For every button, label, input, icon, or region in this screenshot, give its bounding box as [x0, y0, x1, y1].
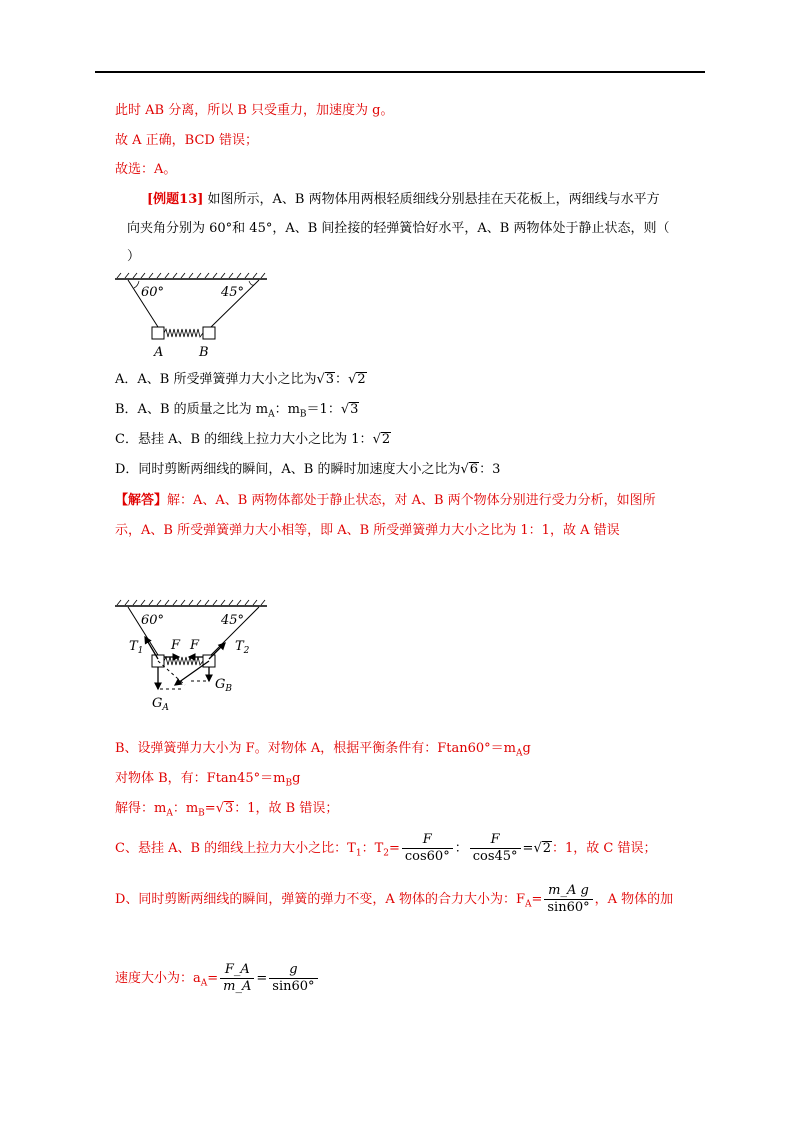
question-line-3: ） [127, 249, 141, 264]
fig2-f-right: F [190, 638, 200, 653]
t2-arrow [209, 643, 225, 659]
figure-spring-setup [115, 272, 275, 362]
question-text-1: 如图所示，A、B 两物体用两根轻质细线分别悬挂在天花板上，两细线与水平方 [203, 192, 660, 207]
solution-d-line: D、同时剪断两细线的瞬间，弹簧的弹力不变，A 物体的合力大小为：$F_A=$ $\frac{\text{m\_A g}}{\sin 60^\circ}$ ，A 物体的加 [115, 883, 674, 915]
fig2-ga: $G_A$ [152, 696, 169, 713]
sqrt-icon: √3 [340, 402, 359, 417]
fig2-f-left: F [171, 638, 181, 653]
figure-force-analysis [115, 599, 275, 714]
fig2-gb: $G_B$ [215, 677, 233, 694]
sqrt-icon: √6 [460, 462, 479, 477]
solution-c-line: C、悬挂 A、B 的细线上拉力大小之比：$T_1$：$T_2=$ $\frac{F}{\cos 60^\circ}$ ： $\frac{F}{\cos 45^\circ}$ =√2：1，故 C 错误； [115, 832, 657, 864]
solution-b-line-3: 解得：$m_A$：$m_B=√3$：1，故 B 错误； [115, 801, 339, 819]
fig2-angle-left: 60° [141, 613, 165, 628]
answer-line-1: 【解答】解：A、A、B 两物体都处于静止状态，对 A、B 两个物体分别进行受力分析，如图所 [115, 493, 656, 508]
solution-b-line-2: 对物体 B，有：$Ftan45^\circ=m_Bg$ [115, 771, 301, 789]
question-tag: [例题13] [147, 192, 204, 207]
answer-line-2: 示，A、B 所受弹簧弹力大小相等，即 A、B 所受弹簧弹力大小之比为 1：1，故 A 错误 [115, 523, 620, 538]
fig1-label-b: B [199, 345, 209, 360]
sqrt-icon: √2 [372, 432, 391, 447]
solution-b-line-1: B、设弹簧弹力大小为 F。对物体 A，根据平衡条件有：$Ftan60^\circ=m_Ag$ [115, 741, 531, 759]
sqrt-icon: √3 [316, 372, 335, 387]
question-line-1 [147, 191, 660, 209]
answer-tag: 【解答】 [115, 493, 168, 508]
question-line-2: 向夹角分别为 60°和 45°，A、B 间拴接的轻弹簧恰好水平，A、B 两物体处于静止状态，则（ [127, 221, 670, 236]
fig2-angle-right: 45° [221, 613, 245, 628]
block-a [152, 327, 164, 339]
fig1-label-a: A [154, 345, 164, 360]
fig2-t2: $T_2$ [235, 639, 250, 656]
fig1-angle-right: 45° [221, 285, 245, 300]
solution-d-line-2: 速度大小为：$a_A=$ $\frac{F\_A}{m\_A}$ = $\frac{g}{\sin 60^\circ}$ [115, 962, 320, 996]
fig1-angle-left: 60° [141, 285, 165, 300]
option-d: D．同时剪断两细线的瞬间，A、B 的瞬时加速度大小之比为√6：3 [115, 462, 501, 477]
sqrt-icon: √2 [533, 841, 552, 856]
header-rule [95, 71, 705, 73]
intro-line-1: 此时 AB 分离，所以 B 只受重力，加速度为 g。 [115, 103, 394, 118]
sqrt-icon: √2 [348, 372, 366, 387]
fig2-t1: $T_1$ [129, 639, 144, 656]
intro-line-2: 故 A 正确，BCD 错误； [115, 133, 258, 148]
sqrt-icon: √3 [215, 801, 234, 816]
block-b [203, 327, 215, 339]
intro-line-3: 故选：A。 [115, 162, 177, 177]
spring [164, 329, 203, 337]
option-c: C．悬挂 A、B 的细线上拉力大小之比为 1：√2 [115, 432, 391, 447]
option-b: B．A、B 的质量之比为 $m_A$：$m_B=1$：√3 [115, 402, 359, 420]
option-a: A．A、B 所受弹簧弹力大小之比为√3：√2 [115, 372, 366, 387]
